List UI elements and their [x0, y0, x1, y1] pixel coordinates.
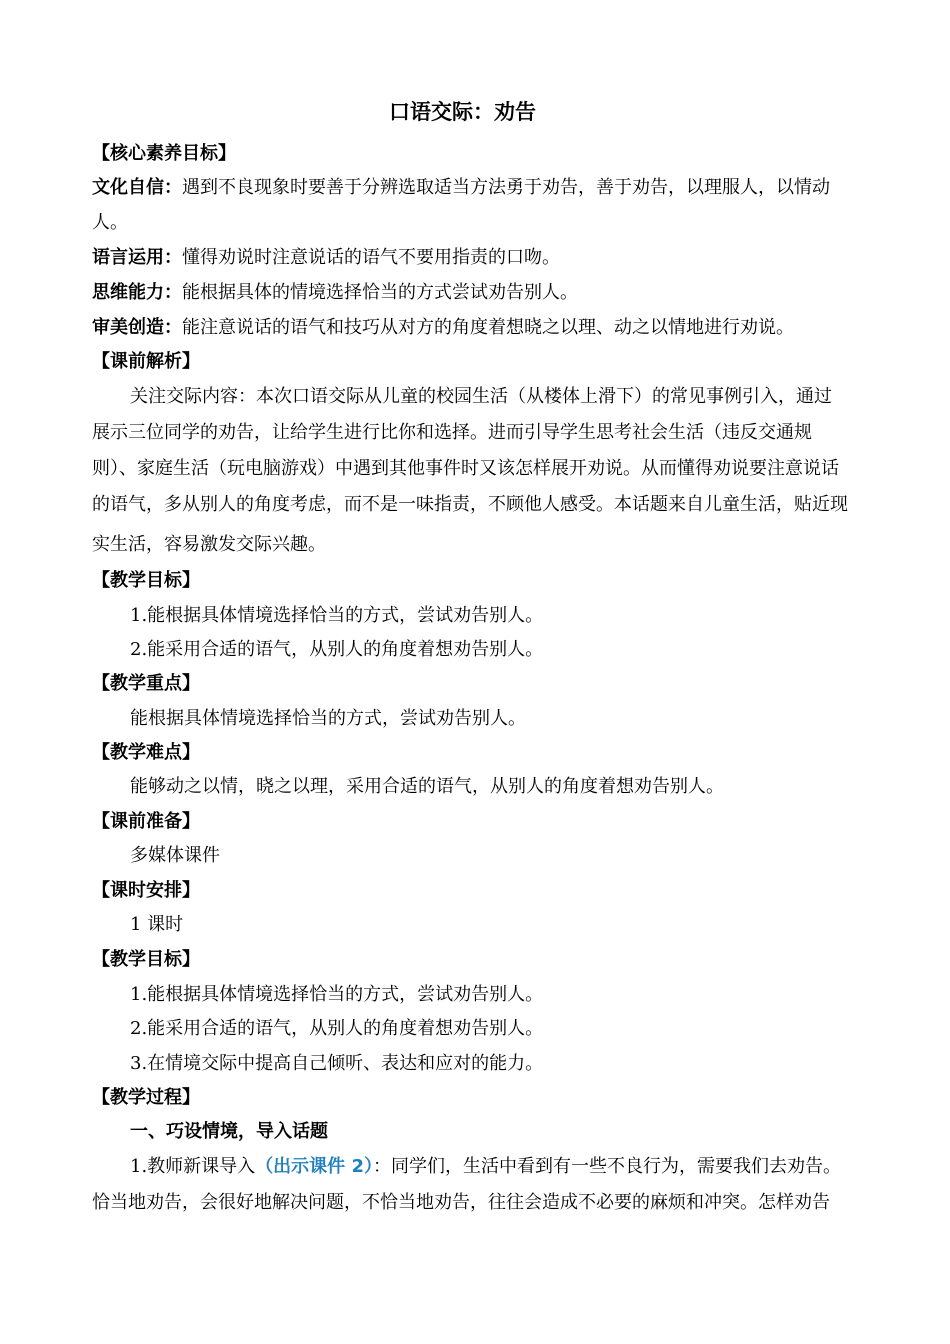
goal-item: 2.能采用合适的语气，从别人的角度着想劝告别人。	[130, 639, 544, 660]
analysis-line: 实生活，容易激发交际兴趣。	[92, 534, 326, 555]
core-culture-line	[92, 173, 830, 199]
core-language-line	[92, 243, 560, 269]
heading-process: 【教学过程】	[92, 1087, 200, 1108]
language-text: 懂得劝说时注意说话的语气不要用指责的口吻。	[182, 247, 560, 268]
heading-schedule: 【课时安排】	[92, 880, 200, 901]
thinking-text: 能根据具体的情境选择恰当的方式尝试劝告别人。	[182, 282, 578, 303]
aesthetic-text: 能注意说话的语气和技巧从对方的角度着想晓之以理、动之以情地进行劝说。	[182, 317, 794, 338]
heading-key-point: 【教学重点】	[92, 673, 200, 694]
section-heading: 一、巧设情境，导入话题	[130, 1121, 328, 1142]
goal-item: 1.能根据具体情境选择恰当的方式，尝试劝告别人。	[130, 605, 544, 626]
preparation-text: 多媒体课件	[130, 845, 220, 866]
analysis-line: 关注交际内容：本次口语交际从儿童的校园生活（从楼体上滑下）的常见事例引入，通过	[130, 386, 832, 407]
heading-difficulty: 【教学难点】	[92, 742, 200, 763]
aesthetic-label: 审美创造：	[92, 317, 182, 338]
courseware-reference: （出示课件 2）	[255, 1156, 373, 1177]
process-text: ：同学们，生活中看到有一些不良行为，需要我们去劝告。	[372, 1156, 841, 1177]
analysis-line: 则）、家庭生活（玩电脑游戏）中遇到其他事件时又该怎样展开劝说。从而懂得劝说要注意说话	[92, 458, 839, 479]
goal-item: 2.能采用合适的语气，从别人的角度着想劝告别人。	[130, 1018, 544, 1039]
heading-teaching-goals: 【教学目标】	[92, 570, 200, 591]
analysis-line: 的语气，多从别人的角度考虑，而不是一味指责，不顾他人感受。本话题来自儿童生活，贴近现	[92, 494, 848, 515]
goal-item: 1.能根据具体情境选择恰当的方式，尝试劝告别人。	[130, 984, 544, 1005]
analysis-line: 展示三位同学的劝告，让给学生进行比你和选择。进而引导学生思考社会生活（违反交通规	[92, 422, 812, 443]
language-label: 语言运用：	[92, 247, 182, 268]
heading-analysis: 【课前解析】	[92, 351, 200, 372]
core-aesthetic-line	[92, 313, 794, 339]
process-paragraph-line: 恰当地劝告，会很好地解决问题，不恰当地劝告，往往会造成不必要的麻烦和冲突。怎样劝告	[92, 1192, 830, 1213]
culture-label: 文化自信：	[92, 177, 182, 198]
key-point-text: 能根据具体情境选择恰当的方式，尝试劝告别人。	[130, 708, 526, 729]
heading-teaching-goals-2: 【教学目标】	[92, 949, 200, 970]
thinking-label: 思维能力：	[92, 282, 182, 303]
schedule-text: 1 课时	[130, 914, 184, 935]
core-culture-line-2: 人。	[92, 212, 128, 233]
goal-item: 3.在情境交际中提高自己倾听、表达和应对的能力。	[130, 1053, 544, 1074]
heading-core-goals: 【核心素养目标】	[92, 143, 236, 164]
difficulty-text: 能够动之以情，晓之以理，采用合适的语气，从别人的角度着想劝告别人。	[130, 776, 724, 797]
document-title: 口语交际：劝告	[389, 100, 536, 124]
process-text: 1.教师新课导入	[130, 1156, 256, 1177]
core-thinking-line	[92, 278, 578, 304]
process-paragraph-line	[130, 1152, 841, 1178]
heading-preparation: 【课前准备】	[92, 811, 200, 832]
culture-text: 遇到不良现象时要善于分辨选取适当方法勇于劝告，善于劝告，以理服人，以情动	[182, 177, 830, 198]
